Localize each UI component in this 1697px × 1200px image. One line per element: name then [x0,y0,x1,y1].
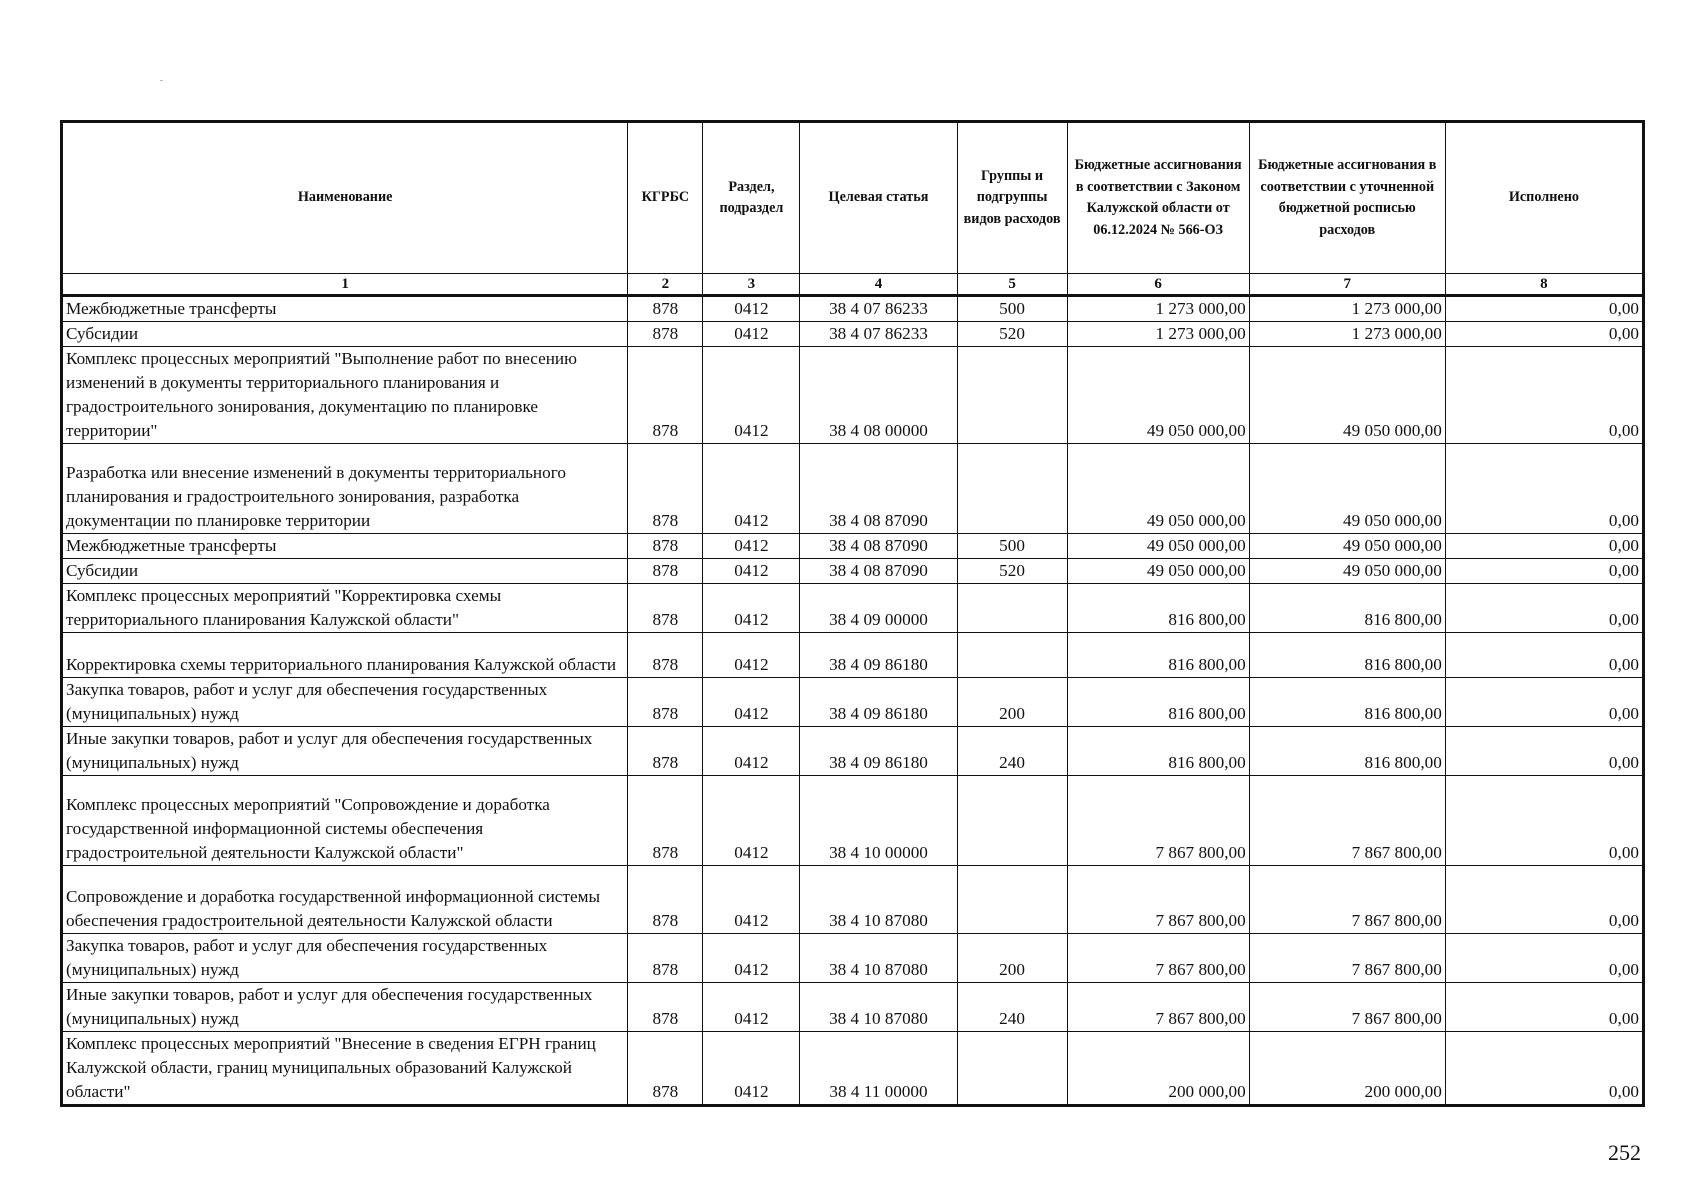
cell-refined: 816 800,00 [1249,678,1445,727]
cell-target: 38 4 11 00000 [800,1032,957,1105]
table-row [63,322,1643,347]
cell-target: 38 4 09 86180 [800,633,957,678]
cell-executed: 0,00 [1445,444,1642,534]
cell-section: 0412 [703,296,800,322]
budget-table-container [60,120,1645,1107]
column-number: 6 [1067,274,1249,296]
cell-section: 0412 [703,1032,800,1105]
cell-group: 520 [957,322,1067,347]
cell-refined: 816 800,00 [1249,584,1445,633]
cell-name: Комплекс процессных мероприятий "Корректировка схемы территориального планирования Калужской области" [63,584,628,633]
cell-group [957,1032,1067,1105]
cell-executed: 0,00 [1445,727,1642,776]
table-row [63,559,1643,584]
cell-kgrbs: 878 [628,727,703,776]
header-section: Раздел, подраздел [703,123,800,274]
cell-target: 38 4 08 87090 [800,559,957,584]
cell-law: 7 867 800,00 [1067,866,1249,934]
cell-target: 38 4 08 87090 [800,444,957,534]
cell-name: Разработка или внесение изменений в документы территориального планирования и градостроительного зонирования, разработка документации по планировке территории [63,444,628,534]
cell-section: 0412 [703,534,800,559]
cell-refined: 7 867 800,00 [1249,866,1445,934]
cell-name: Комплекс процессных мероприятий "Выполнение работ по внесению изменений в документы территориального планирования и градостроительного зонирования, документацию по планировке территории" [63,347,628,444]
cell-law: 7 867 800,00 [1067,776,1249,866]
cell-name: Иные закупки товаров, работ и услуг для обеспечения государственных (муниципальных) нужд [63,983,628,1032]
cell-law: 200 000,00 [1067,1032,1249,1105]
cell-section: 0412 [703,776,800,866]
cell-law: 7 867 800,00 [1067,983,1249,1032]
cell-section: 0412 [703,584,800,633]
cell-kgrbs: 878 [628,633,703,678]
cell-executed: 0,00 [1445,322,1642,347]
cell-group: 520 [957,559,1067,584]
cell-target: 38 4 07 86233 [800,322,957,347]
column-number: 5 [957,274,1067,296]
table-row [63,444,1643,534]
column-number: 3 [703,274,800,296]
table-row [63,934,1643,983]
header-kgrbs: КГРБС [628,123,703,274]
cell-kgrbs: 878 [628,678,703,727]
header-refined-allocations: Бюджетные ассигнования в соответствии с уточненной бюджетной росписью расходов [1249,123,1445,274]
cell-section: 0412 [703,444,800,534]
cell-target: 38 4 10 87080 [800,934,957,983]
table-row [63,584,1643,633]
cell-refined: 7 867 800,00 [1249,776,1445,866]
cell-target: 38 4 08 87090 [800,534,957,559]
cell-law: 816 800,00 [1067,678,1249,727]
cell-law: 49 050 000,00 [1067,534,1249,559]
cell-group: 200 [957,678,1067,727]
column-number: 2 [628,274,703,296]
cell-group [957,633,1067,678]
cell-section: 0412 [703,727,800,776]
cell-kgrbs: 878 [628,983,703,1032]
cell-executed: 0,00 [1445,866,1642,934]
cell-refined: 49 050 000,00 [1249,534,1445,559]
cell-executed: 0,00 [1445,347,1642,444]
cell-law: 49 050 000,00 [1067,444,1249,534]
cell-kgrbs: 878 [628,776,703,866]
cell-section: 0412 [703,678,800,727]
cell-refined: 7 867 800,00 [1249,934,1445,983]
column-number: 4 [800,274,957,296]
cell-kgrbs: 878 [628,866,703,934]
cell-section: 0412 [703,633,800,678]
cell-group: 240 [957,983,1067,1032]
cell-target: 38 4 10 00000 [800,776,957,866]
cell-law: 7 867 800,00 [1067,934,1249,983]
cell-section: 0412 [703,866,800,934]
cell-refined: 49 050 000,00 [1249,347,1445,444]
cell-refined: 1 273 000,00 [1249,296,1445,322]
cell-law: 1 273 000,00 [1067,296,1249,322]
cell-group: 500 [957,534,1067,559]
cell-name: Сопровождение и доработка государственной информационной системы обеспечения градостроительной деятельности Калужской области [63,866,628,934]
table-row [63,1032,1643,1105]
cell-refined: 200 000,00 [1249,1032,1445,1105]
header-executed: Исполнено [1445,123,1642,274]
cell-group [957,444,1067,534]
cell-executed: 0,00 [1445,678,1642,727]
cell-executed: 0,00 [1445,559,1642,584]
table-row [63,983,1643,1032]
cell-name: Комплекс процессных мероприятий "Внесение в сведения ЕГРН границ Калужской области, границ муниципальных образований Калужской области" [63,1032,628,1105]
cell-law: 1 273 000,00 [1067,322,1249,347]
cell-target: 38 4 09 86180 [800,678,957,727]
cell-refined: 816 800,00 [1249,727,1445,776]
cell-executed: 0,00 [1445,776,1642,866]
cell-group: 200 [957,934,1067,983]
budget-table [62,122,1643,1105]
cell-name: Закупка товаров, работ и услуг для обеспечения государственных (муниципальных) нужд [63,678,628,727]
cell-target: 38 4 10 87080 [800,866,957,934]
cell-executed: 0,00 [1445,934,1642,983]
cell-law: 816 800,00 [1067,727,1249,776]
cell-name: Субсидии [63,322,628,347]
column-number: 1 [63,274,628,296]
cell-law: 816 800,00 [1067,633,1249,678]
scan-speck [160,80,163,81]
cell-executed: 0,00 [1445,633,1642,678]
cell-law: 49 050 000,00 [1067,559,1249,584]
cell-refined: 49 050 000,00 [1249,559,1445,584]
cell-section: 0412 [703,322,800,347]
cell-group [957,347,1067,444]
cell-kgrbs: 878 [628,534,703,559]
cell-name: Межбюджетные трансферты [63,296,628,322]
cell-kgrbs: 878 [628,1032,703,1105]
cell-name: Иные закупки товаров, работ и услуг для обеспечения государственных (муниципальных) нужд [63,727,628,776]
cell-target: 38 4 07 86233 [800,296,957,322]
column-number: 8 [1445,274,1642,296]
table-row [63,633,1643,678]
table-row [63,296,1643,322]
cell-name: Закупка товаров, работ и услуг для обеспечения государственных (муниципальных) нужд [63,934,628,983]
cell-group [957,776,1067,866]
cell-name: Межбюджетные трансферты [63,534,628,559]
table-row [63,347,1643,444]
cell-group [957,866,1067,934]
cell-name: Корректировка схемы территориального планирования Калужской области [63,633,628,678]
cell-kgrbs: 878 [628,559,703,584]
page-number: 252 [1608,1140,1641,1165]
cell-target: 38 4 08 00000 [800,347,957,444]
header-row [63,123,1643,274]
cell-refined: 7 867 800,00 [1249,983,1445,1032]
header-groups: Группы и подгруппы видов расходов [957,123,1067,274]
cell-kgrbs: 878 [628,934,703,983]
cell-law: 816 800,00 [1067,584,1249,633]
cell-target: 38 4 09 86180 [800,727,957,776]
cell-group: 500 [957,296,1067,322]
cell-target: 38 4 10 87080 [800,983,957,1032]
table-row [63,534,1643,559]
cell-law: 49 050 000,00 [1067,347,1249,444]
cell-section: 0412 [703,983,800,1032]
cell-executed: 0,00 [1445,534,1642,559]
header-law-allocations: Бюджетные ассигнования в соответствии с Законом Калужской области от 06.12.2024 № 566-ОЗ [1067,123,1249,274]
cell-name: Комплекс процессных мероприятий "Сопровождение и доработка государственной информационной системы обеспечения градостроительной деятельности Калужской области" [63,776,628,866]
cell-kgrbs: 878 [628,347,703,444]
cell-section: 0412 [703,347,800,444]
cell-kgrbs: 878 [628,584,703,633]
cell-refined: 1 273 000,00 [1249,322,1445,347]
cell-group: 240 [957,727,1067,776]
table-row [63,776,1643,866]
header-name: Наименование [63,123,628,274]
cell-kgrbs: 878 [628,444,703,534]
cell-executed: 0,00 [1445,983,1642,1032]
cell-group [957,584,1067,633]
table-row [63,727,1643,776]
cell-section: 0412 [703,934,800,983]
table-body [63,296,1643,1105]
cell-executed: 0,00 [1445,296,1642,322]
table-row [63,678,1643,727]
column-number: 7 [1249,274,1445,296]
cell-refined: 49 050 000,00 [1249,444,1445,534]
cell-name: Субсидии [63,559,628,584]
table-row [63,866,1643,934]
cell-kgrbs: 878 [628,296,703,322]
cell-executed: 0,00 [1445,584,1642,633]
cell-target: 38 4 09 00000 [800,584,957,633]
column-number-row [63,274,1643,296]
header-target: Целевая статья [800,123,957,274]
cell-section: 0412 [703,559,800,584]
cell-refined: 816 800,00 [1249,633,1445,678]
cell-kgrbs: 878 [628,322,703,347]
cell-executed: 0,00 [1445,1032,1642,1105]
